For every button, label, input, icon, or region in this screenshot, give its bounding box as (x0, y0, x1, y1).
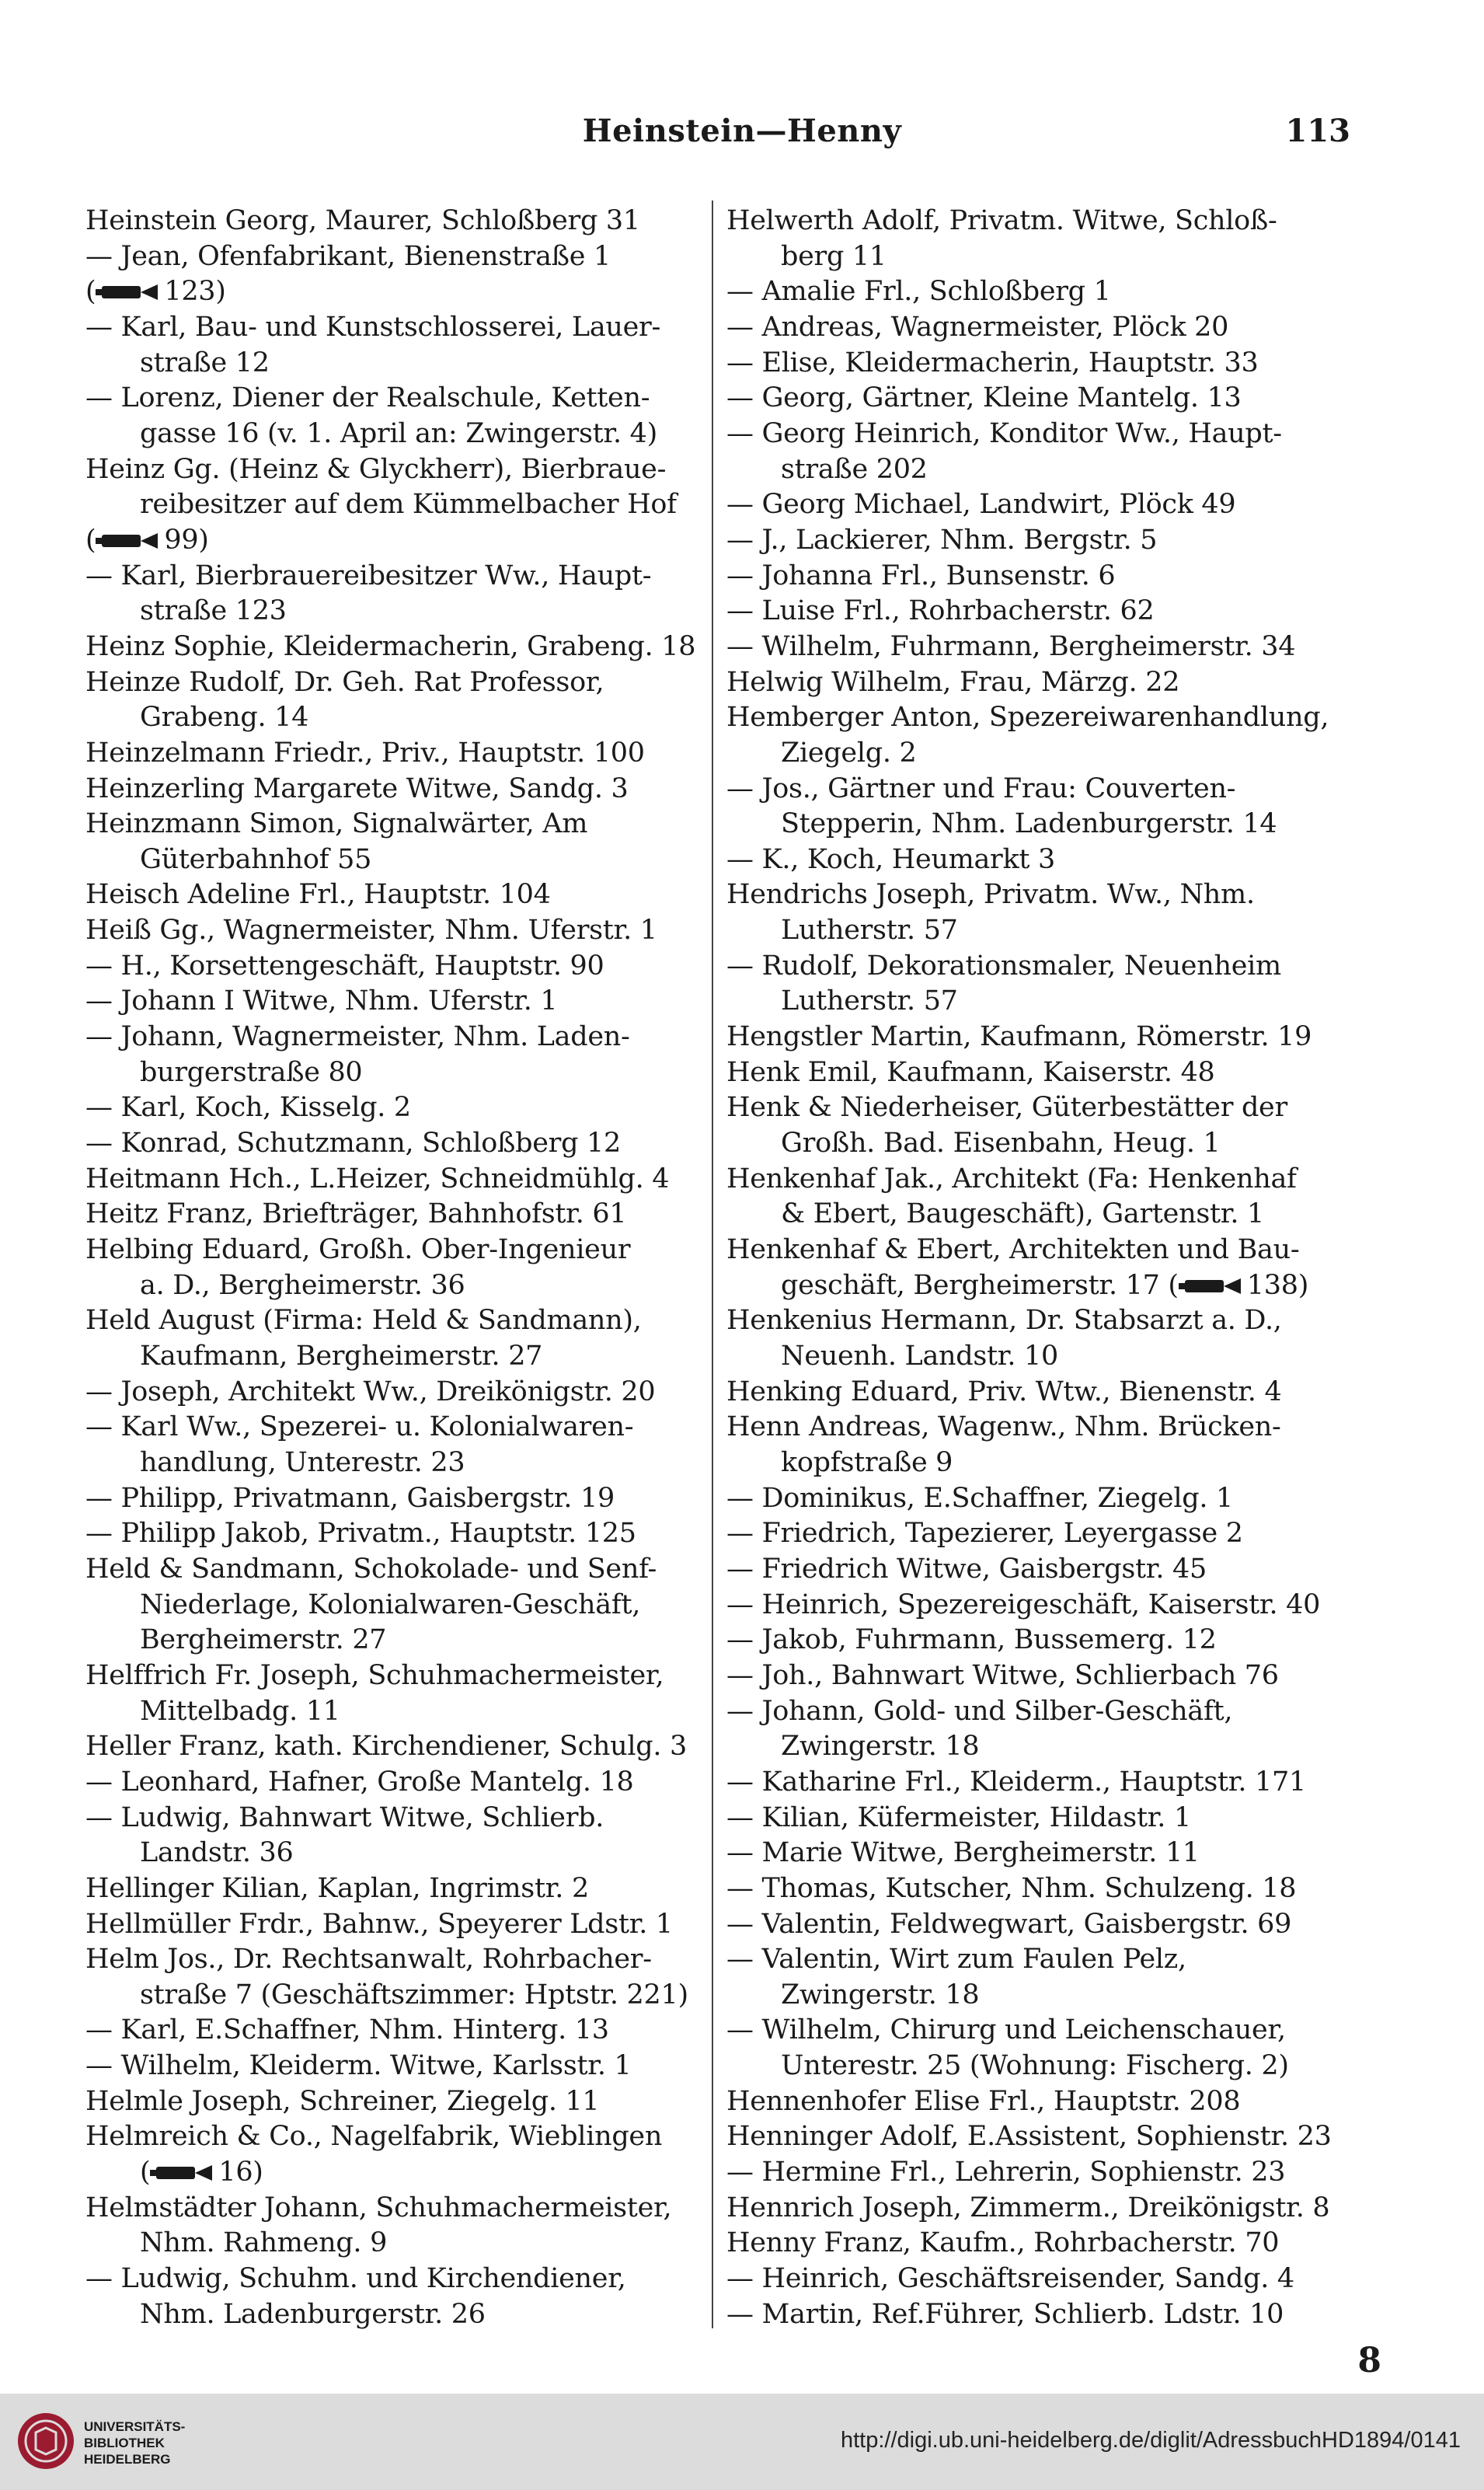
directory-entry-line (85, 700, 699, 734)
directory-entry-line (726, 2155, 1350, 2189)
entry-text: — Lorenz, Diener der Realschule, Ketten- (85, 382, 650, 414)
telephone-symbol-icon (1179, 1271, 1244, 1291)
entry-text: — Jean, Ofenfabrikant, Bienenstraße 1 (85, 240, 611, 272)
directory-entry-line (85, 949, 699, 983)
directory-entry-line (726, 1801, 1350, 1835)
entry-text: ( 123) (85, 276, 226, 308)
entry-text: — Katharine Frl., Kleiderm., Hauptstr. 171 (726, 1766, 1306, 1798)
entry-text: — Karl, Bierbrauereibesitzer Ww., Haupt- (85, 560, 652, 591)
directory-entry-line (726, 736, 1350, 770)
directory-entry-line (85, 1162, 699, 1196)
directory-entry-line (726, 2191, 1350, 2225)
directory-entry-line (85, 1020, 699, 1054)
directory-entry-line (726, 487, 1350, 521)
directory-entry-line (85, 1516, 699, 1550)
directory-entry-line (85, 1233, 699, 1267)
entry-text: Helbing Eduard, Großh. Ober-Ingenieur (85, 1234, 631, 1266)
directory-entry-line (726, 1623, 1350, 1657)
directory-entry-line (85, 984, 699, 1018)
entry-text: — Wilhelm, Fuhrmann, Bergheimerstr. 34 (726, 630, 1296, 662)
entry-text: Henkenius Hermann, Dr. Stabsarzt a. D., (726, 1305, 1282, 1337)
directory-entry-line (726, 1233, 1350, 1267)
directory-entry-line (726, 1410, 1350, 1444)
entry-text: Helmstädter Johann, Schuhmachermeister, (85, 2192, 672, 2223)
entry-text: — Joh., Bahnwart Witwe, Schlierbach 76 (726, 1659, 1279, 1691)
directory-entry-line (726, 1658, 1350, 1693)
directory-entry-line (726, 629, 1350, 664)
directory-entry-line (85, 1303, 699, 1337)
directory-entry-line (85, 736, 699, 770)
entry-text: Lutherstr. 57 (781, 985, 958, 1017)
directory-entry-line (85, 559, 699, 593)
entry-text: — Friedrich Witwe, Gaisbergstr. 45 (726, 1553, 1207, 1585)
entry-text: Hemberger Anton, Spezereiwarenhandlung, (726, 702, 1329, 734)
directory-entry-line (726, 1552, 1350, 1586)
entry-text: — Thomas, Kutscher, Nhm. Schulzeng. 18 (726, 1872, 1297, 1904)
directory-entry-line (726, 239, 1350, 274)
directory-entry-line (726, 2084, 1350, 2119)
directory-entry-line (726, 2262, 1350, 2296)
directory-entry-line (726, 1729, 1350, 1763)
directory-entry-line (85, 2226, 699, 2260)
directory-entry-line (85, 2191, 699, 2225)
entry-text: a. D., Bergheimerstr. 36 (140, 1269, 465, 1301)
directory-entry-line (726, 2297, 1350, 2331)
entry-text: Kaufmann, Bergheimerstr. 27 (140, 1341, 543, 1372)
entry-text: — Wilhelm, Kleiderm. Witwe, Karlsstr. 1 (85, 2050, 632, 2082)
entry-text: — Georg, Gärtner, Kleine Mantelg. 13 (726, 382, 1242, 414)
directory-entry-line (726, 452, 1350, 486)
entry-text: — Friedrich, Tapezierer, Leyergasse 2 (726, 1518, 1243, 1550)
directory-entry-line (85, 1658, 699, 1693)
entry-text: — Jakob, Fuhrmann, Bussemerg. 12 (726, 1624, 1217, 1656)
directory-entry-line (85, 594, 699, 628)
directory-entry-line (85, 1197, 699, 1231)
entry-text: Bergheimerstr. 27 (140, 1624, 387, 1656)
entry-text: Hennrich Joseph, Zimmerm., Dreikönigstr. 8 (726, 2192, 1330, 2223)
entry-text: Helmle Joseph, Schreiner, Ziegelg. 11 (85, 2085, 600, 2117)
entry-text: — Leonhard, Hafner, Große Mantelg. 18 (85, 1766, 634, 1798)
entry-text: — Marie Witwe, Bergheimerstr. 11 (726, 1837, 1200, 1869)
directory-entry-line (85, 1978, 699, 2012)
entry-text: — Valentin, Feldwegwart, Gaisbergstr. 69 (726, 1908, 1292, 1940)
entry-text: Großh. Bad. Eisenbahn, Heug. 1 (781, 1128, 1221, 1160)
entry-text: Henk Emil, Kaufmann, Kaiserstr. 48 (726, 1056, 1215, 1088)
entry-text: — Georg Heinrich, Konditor Ww., Haupt- (726, 417, 1282, 449)
directory-entry-line (85, 1446, 699, 1480)
entry-text: gasse 16 (v. 1. April an: Zwingerstr. 4) (140, 417, 657, 449)
entry-text: Heinz Sophie, Kleidermacherin, Grabeng. 18 (85, 630, 696, 662)
directory-entry-line (85, 1375, 699, 1409)
directory-entry-line (85, 204, 699, 238)
entry-text: straße 202 (781, 453, 928, 485)
entry-text: Zwingerstr. 18 (781, 1731, 980, 1763)
entry-text: — Georg Michael, Landwirt, Plöck 49 (726, 489, 1236, 521)
directory-entry-line (726, 204, 1350, 238)
entry-text: — Andreas, Wagnermeister, Plöck 20 (726, 311, 1229, 343)
entry-text: Heinzerling Margarete Witwe, Sandg. 3 (85, 772, 629, 804)
directory-entry-line (85, 523, 699, 557)
telephone-symbol-icon (96, 525, 161, 546)
directory-entry-line (85, 665, 699, 699)
directory-entry-line (85, 1836, 699, 1870)
entry-text: Heinzelmann Friedr., Priv., Hauptstr. 100 (85, 737, 645, 769)
directory-entry-line (85, 452, 699, 486)
directory-entry-line (726, 1446, 1350, 1480)
entry-text: — Wilhelm, Chirurg und Leichenschauer, (726, 2014, 1286, 2046)
entry-text: Güterbahnhof 55 (140, 843, 372, 875)
right-column (726, 204, 1350, 2331)
entry-text: — Martin, Ref.Führer, Schlierb. Ldstr. 10 (726, 2298, 1284, 2330)
directory-entry-line (726, 1375, 1350, 1409)
directory-entry-line (85, 1410, 699, 1444)
directory-entry-line (85, 1907, 699, 1941)
entry-text: — Amalie Frl., Schloßberg 1 (726, 276, 1111, 308)
entry-text: kopfstraße 9 (781, 1446, 953, 1478)
directory-entry-line (85, 1268, 699, 1303)
library-name-line: HEIDELBERG (84, 2452, 171, 2467)
entry-text: Heitmann Hch., L.Heizer, Schneidmühlg. 4 (85, 1163, 670, 1194)
running-title: Heinstein—Henny (582, 113, 902, 149)
entry-text: — K., Koch, Heumarkt 3 (726, 843, 1055, 875)
directory-entry-line (85, 1339, 699, 1373)
directory-entry-line (85, 807, 699, 841)
directory-entry-line (726, 1126, 1350, 1160)
source-url-link[interactable]: http://digi.ub.uni-heidelberg.de/diglit/AdressbuchHD1894/0141 (840, 2428, 1461, 2453)
directory-entry-line (85, 1481, 699, 1515)
directory-entry-line (85, 2013, 699, 2047)
page-number: 113 (1285, 113, 1350, 149)
entry-text: — Heinrich, Spezereigeschäft, Kaiserstr. 40 (726, 1589, 1321, 1620)
directory-entry-line (726, 1588, 1350, 1622)
directory-entry-line (726, 1197, 1350, 1231)
directory-entry-line (726, 807, 1350, 841)
entry-text: Henking Eduard, Priv. Wtw., Bienenstr. 4 (726, 1376, 1282, 1407)
directory-entry-line (726, 665, 1350, 699)
directory-entry-line (726, 2049, 1350, 2083)
directory-entry-line (726, 1871, 1350, 1906)
entry-text: — Johann, Wagnermeister, Nhm. Laden- (85, 1021, 630, 1053)
directory-entry-line (726, 1055, 1350, 1090)
entry-text: Heinze Rudolf, Dr. Geh. Rat Professor, (85, 666, 604, 698)
directory-entry-line (85, 1871, 699, 1906)
directory-entry-line (726, 1020, 1350, 1054)
entry-text: — Dominikus, E.Schaffner, Ziegelg. 1 (726, 1482, 1233, 1514)
directory-entry-line (726, 1942, 1350, 1976)
page-header (0, 113, 1484, 159)
directory-entry-line (85, 1623, 699, 1657)
directory-entry-line (85, 772, 699, 806)
entry-text: Heller Franz, kath. Kirchendiener, Schulg. 3 (85, 1731, 687, 1763)
entry-text: Heiß Gg., Wagnermeister, Nhm. Uferstr. 1 (85, 915, 657, 947)
entry-text: ( 99) (85, 524, 209, 556)
directory-entry-line (85, 2049, 699, 2083)
entry-text: — Elise, Kleidermacherin, Hauptstr. 33 (726, 347, 1259, 378)
entry-text: — Johann I Witwe, Nhm. Uferstr. 1 (85, 985, 558, 1017)
entry-text: — Valentin, Wirt zum Faulen Pelz, (726, 1944, 1186, 1976)
entry-text: Hellmüller Frdr., Bahnw., Speyerer Ldstr. 1 (85, 1908, 673, 1940)
signature-mark: 8 (1357, 2341, 1381, 2380)
directory-entry-line (726, 877, 1350, 912)
entry-text: Helm Jos., Dr. Rechtsanwalt, Rohrbacher- (85, 1944, 652, 1976)
entry-text: Helwerth Adolf, Privatm. Witwe, Schloß- (726, 205, 1277, 236)
entry-text: — J., Lackierer, Nhm. Bergstr. 5 (726, 524, 1158, 556)
entry-text: Henk & Niederheiser, Güterbestätter der (726, 1092, 1287, 1124)
directory-entry-line (85, 1765, 699, 1799)
entry-text: Hennenhofer Elise Frl., Hauptstr. 208 (726, 2085, 1241, 2117)
directory-entry-line (85, 1552, 699, 1586)
directory-entry-line (726, 1303, 1350, 1337)
entry-text: — Karl, Bau- und Kunstschlosserei, Lauer- (85, 311, 661, 343)
directory-entry-line (726, 594, 1350, 628)
directory-entry-line (726, 1481, 1350, 1515)
entry-text: Stepperin, Nhm. Ladenburgerstr. 14 (781, 808, 1277, 840)
entry-text: berg 11 (781, 240, 887, 272)
directory-entry-line (726, 1516, 1350, 1550)
entry-text: Heinz Gg. (Heinz & Glyckherr), Bierbraue- (85, 453, 667, 485)
directory-entry-line (85, 1055, 699, 1090)
directory-entry-line (726, 1339, 1350, 1373)
entry-text: Landstr. 36 (140, 1837, 294, 1869)
library-logo-icon (14, 2409, 78, 2473)
directory-entry-line (85, 487, 699, 521)
entry-text: Zwingerstr. 18 (781, 1979, 980, 2010)
entry-text: Heitz Franz, Briefträger, Bahnhofstr. 61 (85, 1198, 627, 1230)
directory-entry-line (85, 239, 699, 274)
directory-entry-line (726, 381, 1350, 415)
entry-text: Helmreich & Co., Nagelfabrik, Wieblingen (85, 2121, 663, 2153)
directory-entry-line (726, 700, 1350, 734)
directory-entry-line (85, 2119, 699, 2153)
entry-text: Heisch Adeline Frl., Hauptstr. 104 (85, 879, 551, 911)
entry-text: — Joseph, Architekt Ww., Dreikönigstr. 20 (85, 1376, 656, 1407)
entry-text: & Ebert, Baugeschäft), Gartenstr. 1 (781, 1198, 1264, 1230)
directory-entry-line (726, 949, 1350, 983)
entry-text: — Karl, E.Schaffner, Nhm. Hinterg. 13 (85, 2014, 609, 2046)
library-name-line: UNIVERSITÄTS- (84, 2419, 186, 2434)
entry-text: straße 123 (140, 595, 287, 627)
entry-text: Helffrich Fr. Joseph, Schuhmachermeister, (85, 1659, 664, 1691)
entry-text: — Philipp, Privatmann, Gaisbergstr. 19 (85, 1482, 615, 1514)
left-column (85, 204, 699, 2331)
entry-text: — Johann, Gold- und Silber-Geschäft, (726, 1695, 1233, 1727)
directory-entry-line (726, 984, 1350, 1018)
entry-text: Heinzmann Simon, Signalwärter, Am (85, 808, 588, 840)
entry-text: Heinstein Georg, Maurer, Schloßberg 31 (85, 205, 640, 236)
directory-entry-line (726, 1268, 1350, 1303)
entry-text: Niederlage, Kolonialwaren-Geschäft, (140, 1589, 641, 1620)
directory-entry-line (85, 913, 699, 947)
entry-text: — Jos., Gärtner und Frau: Couverten- (726, 772, 1236, 804)
entry-text: Lutherstr. 57 (781, 915, 958, 947)
entry-text: Neuenh. Landstr. 10 (781, 1341, 1058, 1372)
directory-entry-line (726, 417, 1350, 451)
directory-entry-line (85, 1126, 699, 1160)
entry-text: burgerstraße 80 (140, 1056, 363, 1088)
directory-entry-line (726, 1162, 1350, 1196)
entry-text: straße 12 (140, 347, 270, 378)
entry-text: straße 7 (Geschäftszimmer: Hptstr. 221) (140, 1979, 688, 2010)
directory-entry-line (726, 842, 1350, 877)
entry-text: ( 16) (140, 2157, 263, 2188)
directory-entry-line (85, 2262, 699, 2296)
entry-text: Hellinger Kilian, Kaplan, Ingrimstr. 2 (85, 1872, 589, 1904)
column-divider (712, 201, 713, 2328)
entry-text: — Ludwig, Bahnwart Witwe, Schlierb. (85, 1801, 604, 1833)
entry-text: Unterestr. 25 (Wohnung: Fischerg. 2) (781, 2050, 1289, 2082)
directory-entry-line (726, 1090, 1350, 1125)
entry-text: — Konrad, Schutzmann, Schloßberg 12 (85, 1128, 621, 1160)
entry-text: — Karl, Koch, Kisselg. 2 (85, 1092, 411, 1124)
directory-entry-line (726, 1907, 1350, 1941)
entry-text: Mittelbadg. 11 (140, 1695, 340, 1727)
directory-entry-line (85, 274, 699, 309)
directory-entry-line (726, 346, 1350, 380)
directory-entry-line (726, 913, 1350, 947)
directory-entry-line (726, 1978, 1350, 2012)
entry-text: handlung, Unterestr. 23 (140, 1446, 465, 1478)
directory-entry-line (85, 381, 699, 415)
directory-entry-line (726, 274, 1350, 309)
entry-text: reibesitzer auf dem Kümmelbacher Hof (140, 489, 677, 521)
directory-entry-line (85, 842, 699, 877)
directory-entry-line (85, 1942, 699, 1976)
directory-entry-line (726, 523, 1350, 557)
entry-text: Nhm. Ladenburgerstr. 26 (140, 2298, 486, 2330)
directory-entry-line (85, 1588, 699, 1622)
entry-text: Henny Franz, Kaufm., Rohrbacherstr. 70 (726, 2227, 1280, 2259)
entry-text: — Luise Frl., Rohrbacherstr. 62 (726, 595, 1155, 627)
entry-text: Held & Sandmann, Schokolade- und Senf- (85, 1553, 657, 1585)
entry-text: Grabeng. 14 (140, 702, 309, 734)
entry-text: Hendrichs Joseph, Privatm. Ww., Nhm. (726, 879, 1255, 911)
entry-text: — Kilian, Küfermeister, Hildastr. 1 (726, 1801, 1191, 1833)
entry-text: Hengstler Martin, Kaufmann, Römerstr. 19 (726, 1021, 1312, 1053)
directory-entry-line (726, 2226, 1350, 2260)
directory-entry-line (726, 1694, 1350, 1728)
directory-entry-line (85, 2155, 699, 2189)
directory-entry-line (85, 1090, 699, 1125)
entry-text: Henn Andreas, Wagenw., Nhm. Brücken- (726, 1411, 1281, 1443)
directory-entry-line (726, 2013, 1350, 2047)
directory-entry-line (85, 2297, 699, 2331)
entry-text: Henkenhaf Jak., Architekt (Fa: Henkenhaf (726, 1163, 1297, 1194)
directory-entry-line (85, 1801, 699, 1835)
entry-text: — H., Korsettengeschäft, Hauptstr. 90 (85, 950, 604, 982)
directory-entry-line (85, 629, 699, 664)
directory-entry-line (726, 1765, 1350, 1799)
entry-text: — Hermine Frl., Lehrerin, Sophienstr. 23 (726, 2157, 1286, 2188)
library-name (84, 2419, 185, 2467)
entry-text: Nhm. Rahmeng. 9 (140, 2227, 388, 2259)
directory-entry-line (85, 2084, 699, 2119)
directory-entry-line (726, 559, 1350, 593)
entry-text: — Ludwig, Schuhm. und Kirchendiener, (85, 2263, 626, 2295)
entry-text: Held August (Firma: Held & Sandmann), (85, 1305, 642, 1337)
entry-text: — Rudolf, Dekorationsmaler, Neuenheim (726, 950, 1281, 982)
directory-entry-line (85, 1694, 699, 1728)
entry-text: Henkenhaf & Ebert, Architekten und Bau- (726, 1234, 1300, 1266)
directory-entry-line (85, 877, 699, 912)
library-name-line: BIBLIOTHEK (84, 2436, 165, 2450)
entry-text: — Heinrich, Geschäftsreisender, Sandg. 4 (726, 2263, 1294, 2295)
directory-entry-line (85, 1729, 699, 1763)
footer-bar (0, 2394, 1484, 2490)
entry-text: Ziegelg. 2 (781, 737, 917, 769)
entry-text: — Johanna Frl., Bunsenstr. 6 (726, 560, 1116, 591)
telephone-symbol-icon (96, 277, 161, 297)
entry-text: geschäft, Bergheimerstr. 17 ( 138) (781, 1269, 1309, 1301)
directory-entry-line (726, 310, 1350, 344)
directory-entry-line (726, 772, 1350, 806)
entry-text: Henninger Adolf, E.Assistent, Sophienstr. 23 (726, 2121, 1332, 2153)
directory-entry-line (85, 346, 699, 380)
entry-text: — Philipp Jakob, Privatm., Hauptstr. 125 (85, 1518, 636, 1550)
directory-entry-line (85, 310, 699, 344)
directory-entry-line (726, 1836, 1350, 1870)
telephone-symbol-icon (150, 2157, 215, 2178)
directory-entry-line (85, 417, 699, 451)
directory-entry-line (726, 2119, 1350, 2153)
entry-text: — Karl Ww., Spezerei- u. Kolonialwaren- (85, 1411, 634, 1443)
entry-text: Helwig Wilhelm, Frau, Märzg. 22 (726, 666, 1180, 698)
